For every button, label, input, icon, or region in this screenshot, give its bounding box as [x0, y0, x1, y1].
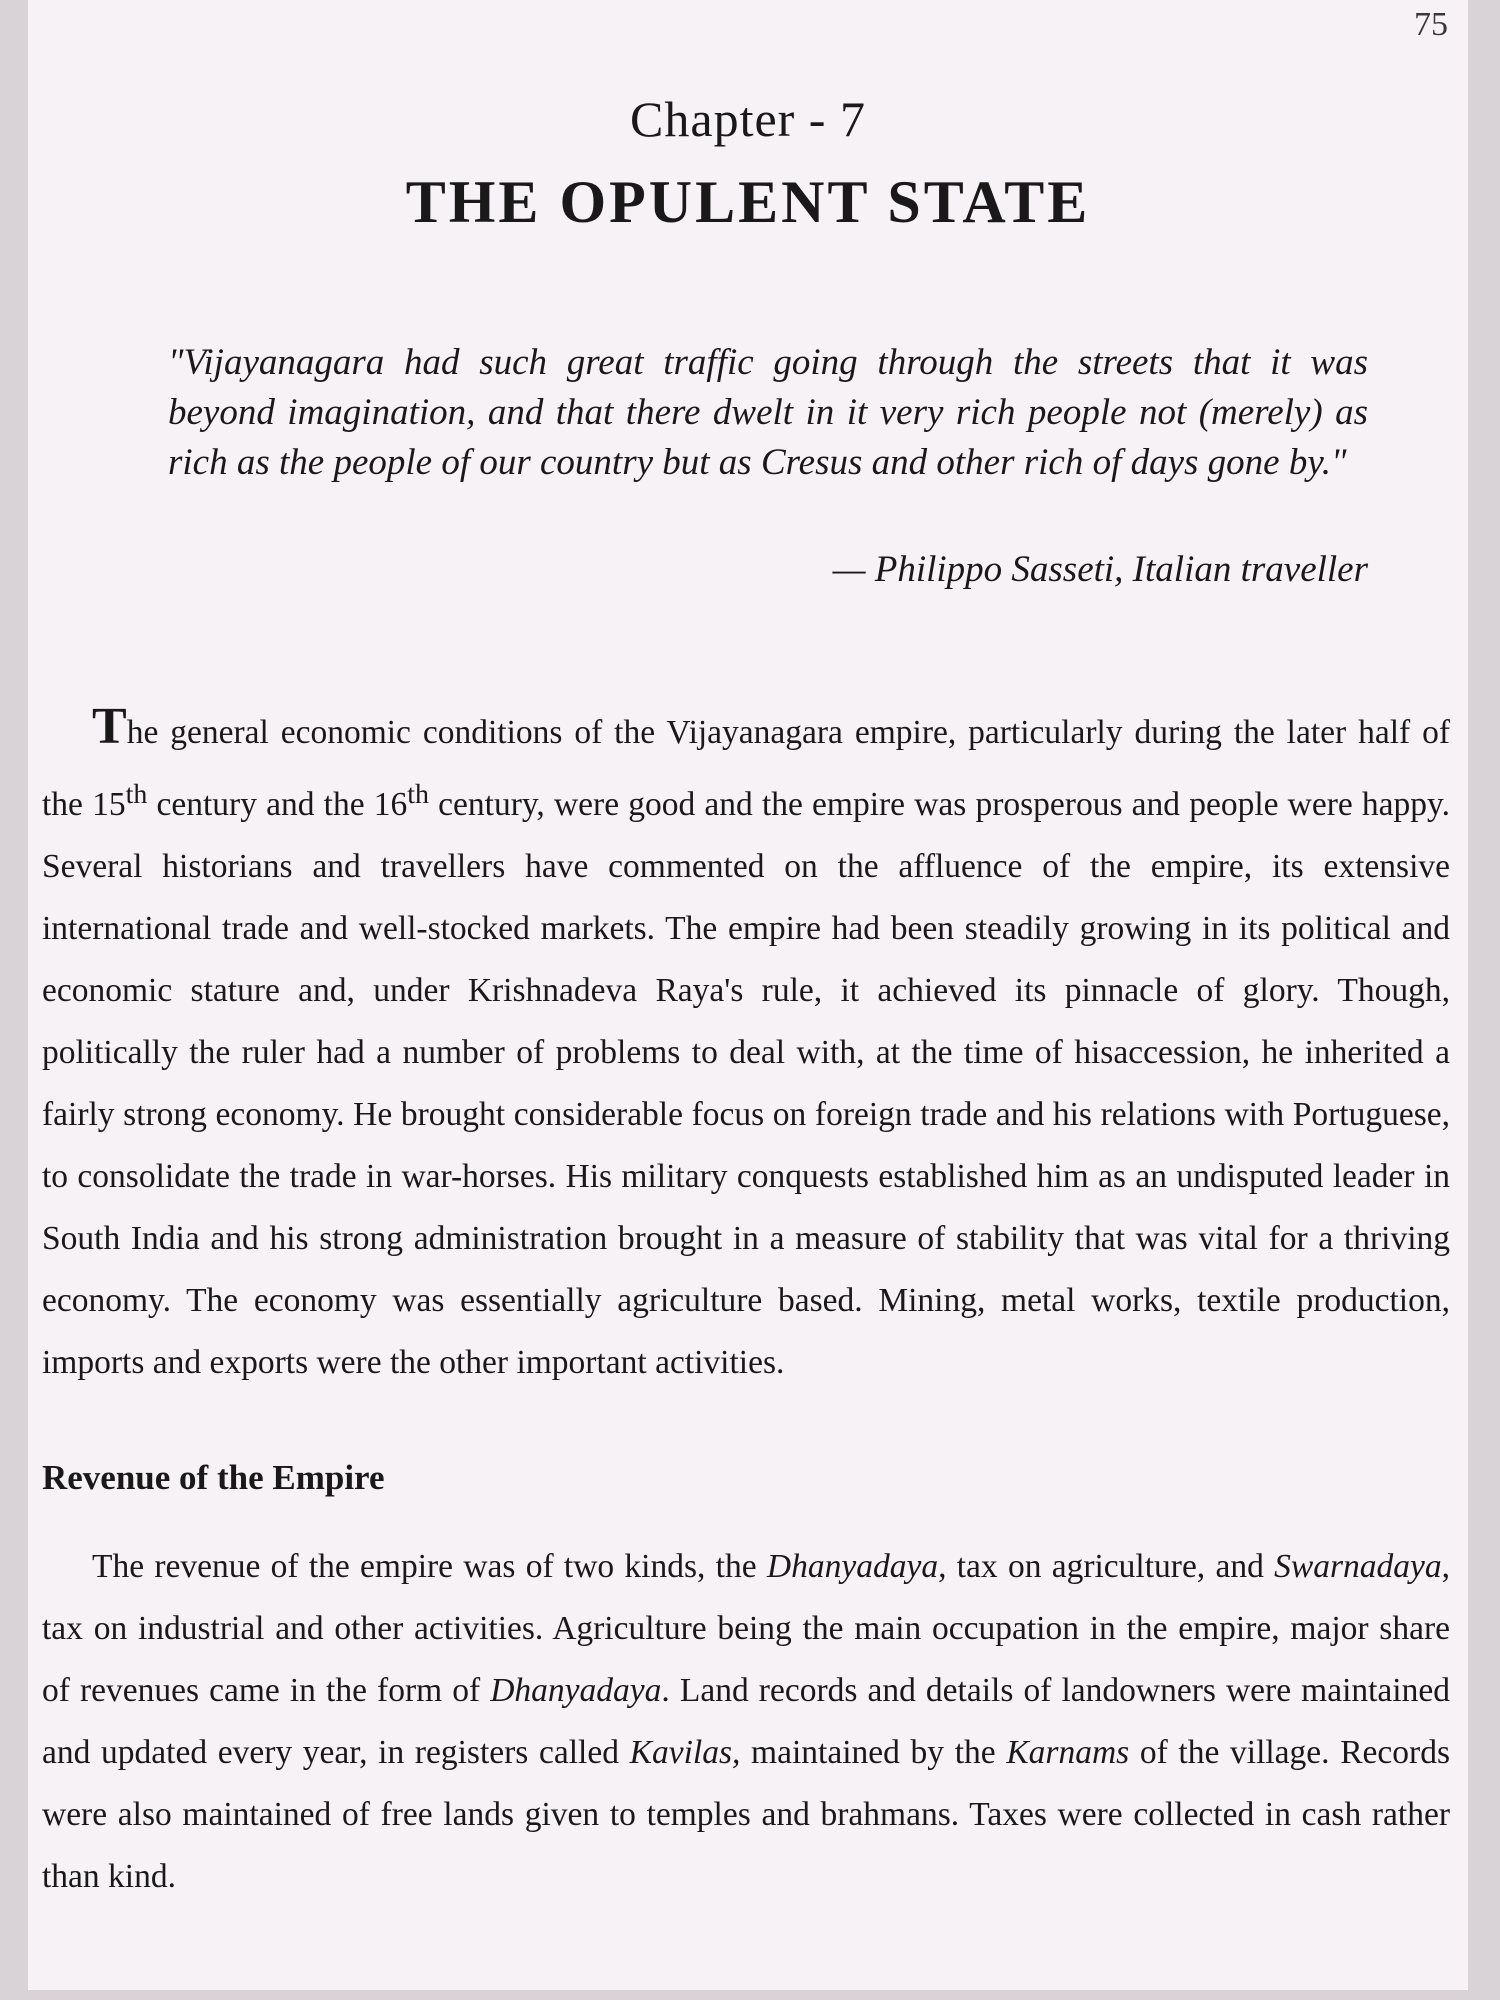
term-karnams: Karnams	[1006, 1734, 1130, 1771]
term-kavilas: Kavilas,	[629, 1734, 741, 1771]
epigraph-quote: "Vijayanagara had such great traffic going through the streets that it was beyond imagination, and that there dwelt in it very rich people not (merely) as rich as the people of our country but as Cresus and other rich of days gone by."	[168, 342, 1368, 483]
intro-text-c: century, were good and the empire was prosperous and people were happy. Several historians and travellers have commented on the affluence of the empire, its extensive international trade and well-stocked markets. The empire had been steadily growing in its political and economic stature and, under Krishnadeva Raya's rule, it achieved its pinnacle of glory. Though, politically the ruler had a number of problems to deal with, at the time of hisaccession, he inherited a fairly strong economy. He brought considerable focus on foreign trade and his relations with Portuguese, to consolidate the trade in war-horses. His military conquests established him as an undisputed leader in South India and his strong administration brought in a measure of stability that was vital for a thriving economy. The economy was essentially agriculture based. Mining, metal works, textile production, imports and exports were the other important activities.	[42, 786, 1450, 1382]
chapter-title: THE OPULENT STATE	[405, 169, 1091, 235]
intro-paragraph	[42, 698, 1450, 1394]
revenue-text: tax on agriculture, and	[946, 1548, 1275, 1585]
page-number: 75	[1414, 6, 1448, 43]
intro-text-a: he general economic conditions of the Vijayanagara empire, particularly during the later half of the 15	[42, 714, 1450, 824]
epigraph-attribution: — Philippo Sasseti, Italian traveller	[832, 549, 1368, 590]
term-swarnadaya: Swarnadaya	[1274, 1548, 1442, 1585]
revenue-paragraph	[42, 1536, 1450, 1908]
term-dhanyadaya: Dhanyadaya,	[766, 1548, 947, 1585]
drop-cap: T	[92, 698, 127, 755]
revenue-text: , tax on industrial and other activities. Agriculture being the main occupation in the empire, major share of revenues came in the form of	[42, 1548, 1450, 1709]
revenue-text: maintained by the	[740, 1734, 1007, 1771]
intro-text-b: century and the 16	[147, 786, 408, 824]
superscript-th: th	[125, 779, 148, 810]
revenue-text: . Land records and details of landowners were maintained and updated every year, in registers called	[42, 1672, 1450, 1771]
superscript-th: th	[407, 779, 429, 810]
term-dhanyadaya: Dhanyadaya	[490, 1672, 662, 1709]
chapter-label: Chapter - 7	[630, 91, 866, 147]
section-heading: Revenue of the Empire	[42, 1458, 385, 1497]
revenue-text: The revenue of the empire was of two kinds, the	[92, 1548, 767, 1585]
revenue-text: of the village. Records were also maintained of free lands given to temples and brahmans. Taxes were collected in cash rather than kind.	[42, 1734, 1450, 1895]
book-page	[28, 0, 1468, 1990]
